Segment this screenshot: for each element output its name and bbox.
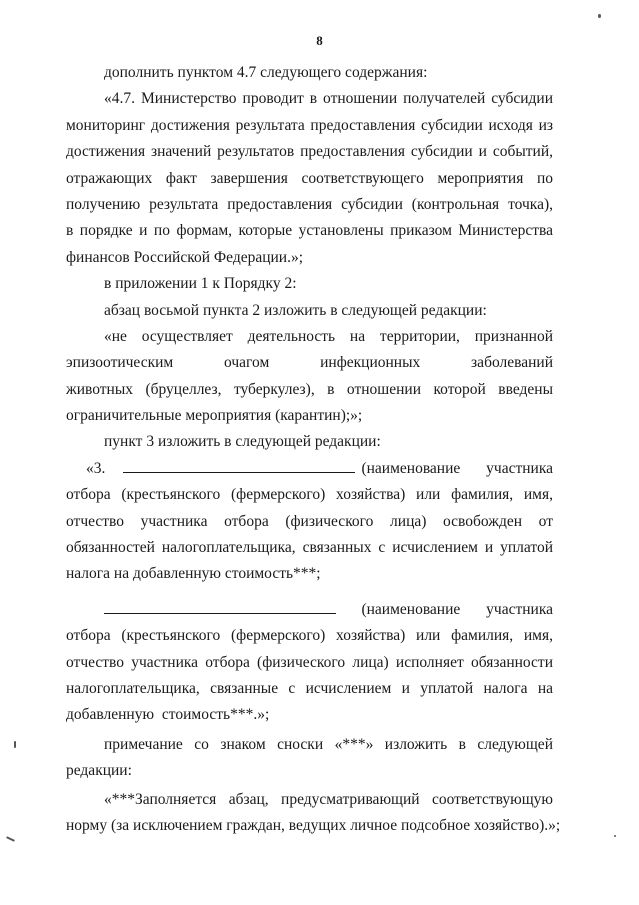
form-line (66, 597, 553, 623)
paragraph-line: достижения значений результатов предоставления субсидии и событий, (66, 143, 553, 161)
paragraph-line: редакции: (66, 762, 132, 780)
paragraph-line: налога на добавленную стоимость***; (66, 565, 321, 583)
paragraph-line: отбора (крестьянского (фермерского) хозяйства) или фамилия, имя, (66, 627, 553, 645)
blank-caption: (наименование участника (361, 600, 553, 618)
fill-in-blank (123, 458, 355, 473)
scan-speck (598, 14, 601, 18)
paragraph-line: добавленную стоимость***.»; (66, 706, 270, 724)
paragraph-line: в приложении 1 к Порядку 2: (104, 275, 297, 293)
paragraph-line: «***Заполняется абзац, предусматривающий соответствующую (104, 790, 553, 808)
blank-caption: (наименование участника (361, 459, 553, 477)
form-line (66, 456, 553, 482)
paragraph-line: обязанностей налогоплательщика, связанных с исчислением и уплатой (66, 539, 553, 557)
fill-in-blank (104, 599, 336, 614)
paragraph-line: получению результата предоставления субсидии (контрольная точка), (66, 195, 553, 213)
paragraph-line: ограничительные мероприятия (карантин);»; (66, 407, 363, 425)
paragraph-line: пункт 3 изложить в следующей редакции: (104, 433, 381, 451)
item-number: «3. (86, 459, 106, 477)
paragraph-line: налогоплательщика, связанные с исчислением и уплатой налога на (66, 679, 553, 697)
page-number: 8 (316, 33, 323, 48)
paragraph-line: в порядке и по формам, которые установлены приказом Министерства (66, 222, 553, 240)
paragraph-line: примечание со знаком сноски «***» изложить в следующей (104, 735, 553, 753)
scan-speck (14, 741, 16, 748)
scan-speck (614, 835, 616, 837)
scan-speck (6, 836, 15, 842)
paragraph-line: финансов Российской Федерации.»; (66, 248, 304, 266)
paragraph-line: «не осуществляет деятельность на территории, признанной (104, 327, 553, 345)
paragraph-line: абзац восьмой пункта 2 изложить в следующей редакции: (104, 301, 487, 319)
paragraph-line: эпизоотическим очагом инфекционных заболеваний (66, 354, 553, 372)
paragraph-line: отражающих факт завершения соответствующего мероприятия по (66, 169, 553, 187)
paragraph-line: отчество участника отбора (физического лица) исполняет обязанности (66, 653, 553, 671)
paragraph-line: дополнить пунктом 4.7 следующего содержания: (104, 64, 428, 81)
paragraph-line: норму (за исключением граждан, ведущих личное подсобное хозяйство).»; (66, 816, 561, 834)
paragraph-line: мониторинг достижения результата предоставления субсидии исходя из (66, 116, 553, 134)
paragraph-line: животных (бруцеллез, туберкулез), в отношении которой введены (66, 380, 553, 398)
paragraph-line: отчество участника отбора (физического лица) освобожден от (66, 512, 553, 530)
paragraph-line: отбора (крестьянского (фермерского) хозяйства) или фамилия, имя, (66, 486, 553, 504)
document-body (66, 60, 561, 839)
paragraph-line: «4.7. Министерство проводит в отношении получателей субсидии (104, 90, 553, 108)
